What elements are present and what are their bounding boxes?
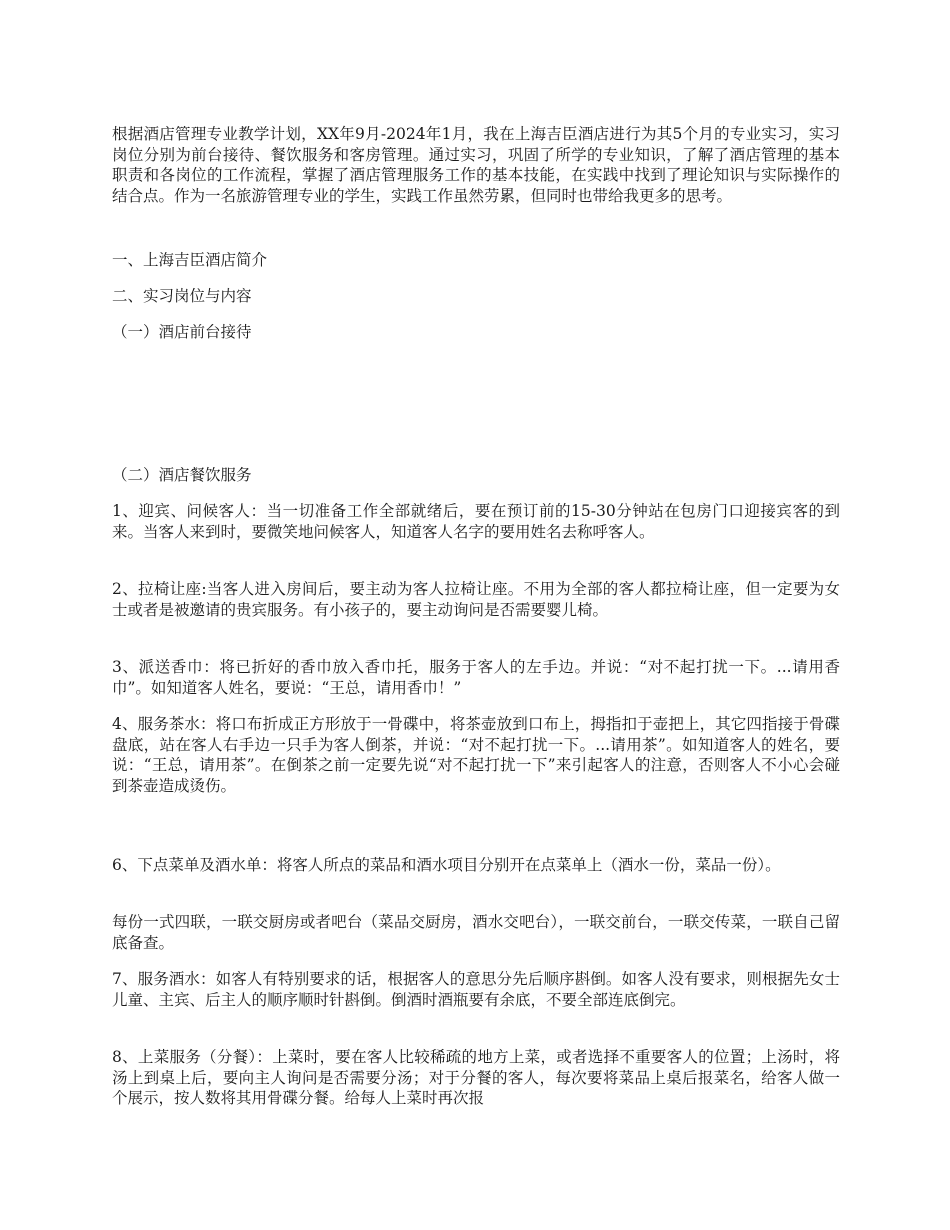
- heading-internship-positions: 二、实习岗位与内容: [112, 287, 252, 305]
- subheading-dining-service: （二）酒店餐饮服务: [112, 466, 252, 484]
- subheading-front-desk: （一）酒店前台接待: [112, 323, 252, 341]
- item-2-block: [112, 579, 840, 620]
- item-1-block: [112, 501, 840, 542]
- subheading-front-desk-block: [112, 322, 840, 343]
- item-3-block: [112, 657, 840, 698]
- item-hot-towels: 3、派送香巾：将已折好的香巾放入香巾托，服务于客人的左手边。并说：“对不起打扰一下。...请用香巾”。如知道客人姓名，要说：“王总，请用香巾！”: [112, 658, 840, 697]
- item-seating-guests: 2、拉椅让座:当客人进入房间后，要主动为客人拉椅让座。不用为全部的客人都拉椅让座，但一定要为女士或者是被邀请的贵宾服务。有小孩子的，要主动询问是否需要婴儿椅。: [112, 580, 840, 619]
- item-8-block: [112, 1047, 840, 1109]
- subheading-dining-block: [112, 465, 840, 486]
- item-6-cont-block: [112, 912, 840, 953]
- item-order-slips: 6、下点菜单及酒水单：将客人所点的菜品和酒水项目分别开在点菜单上（酒水一份，菜品一份）。: [112, 856, 781, 874]
- item-wine-service: 7、服务酒水：如客人有特别要求的话，根据客人的意思分先后顺序斟倒。如客人没有要求，则根据先女士儿童、主宾、后主人的顺序顺时针斟倒。倒酒时酒瓶要有余底，不要全部连底倒完。: [112, 970, 840, 1009]
- item-4-block: [112, 714, 840, 796]
- intro-block: [112, 124, 840, 206]
- item-7-block: [112, 969, 840, 1010]
- item-6-block: [112, 855, 840, 876]
- intro-paragraph: 根据酒店管理专业教学计划，XX年9月-2024年1月，我在上海吉臣酒店进行为其5个月的专业实习，实习岗位分别为前台接待、餐饮服务和客房管理。通过实习，巩固了所学的专业知识，了解了酒店管理的基本职责和各岗位的工作流程，掌握了酒店管理服务工作的基本技能，在实践中找到了理论知识与实际操作的结合点。作为一名旅游管理专业的学生，实践工作虽然劳累，但同时也带给我更多的思考。: [112, 125, 840, 205]
- heading-internship-block: [112, 286, 840, 307]
- heading-hotel-intro-block: [112, 250, 840, 271]
- item-greeting-guests: 1、迎宾、问候客人：当一切准备工作全部就绪后，要在预订前的15-30分钟站在包房门口迎接宾客的到来。当客人来到时，要微笑地问候客人，知道客人名字的要用姓名去称呼客人。: [112, 502, 840, 541]
- item-order-slips-continued: 每份一式四联，一联交厨房或者吧台（菜品交厨房，酒水交吧台），一联交前台，一联交传菜，一联自己留底备查。: [112, 913, 840, 952]
- heading-hotel-intro: 一、上海吉臣酒店简介: [112, 251, 268, 269]
- item-tea-service: 4、服务茶水：将口布折成正方形放于一骨碟中，将茶壶放到口布上，拇指扣于壶把上，其它四指接于骨碟盘底，站在客人右手边一只手为客人倒茶，并说：“对不起打扰一下。...请用茶”。如知道客人的姓名，要说：“王总，请用茶”。在倒茶之前一定要先说“对不起打扰一下”来引起客人的注意，否则客人不小心会碰到茶壶造成烫伤。: [112, 715, 840, 795]
- item-dish-service: 8、上菜服务（分餐）：上菜时，要在客人比较稀疏的地方上菜，或者选择不重要客人的位置；上汤时，将汤上到桌上后，要向主人询问是否需要分汤；对于分餐的客人，每次要将菜品上桌后报菜名，给客人做一个展示，按人数将其用骨碟分餐。给每人上菜时再次报: [112, 1048, 840, 1108]
